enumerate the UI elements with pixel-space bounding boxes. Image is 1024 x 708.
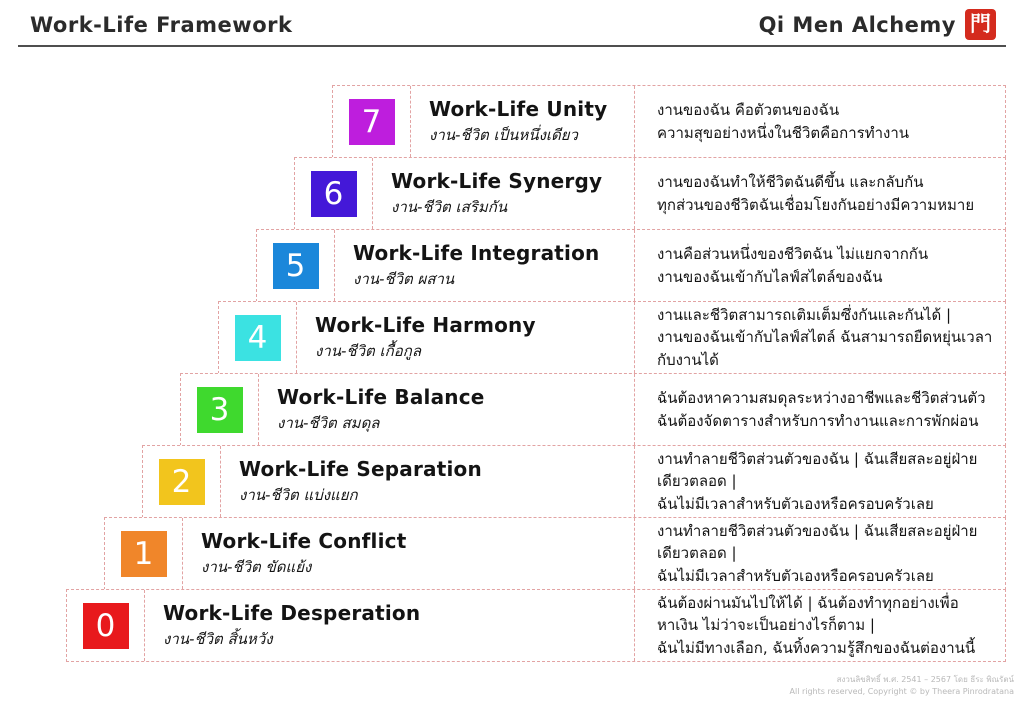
level-row: [66, 589, 1006, 662]
level-description-cell: [635, 518, 1005, 589]
level-description-line2: ความสุขอย่างหนึ่งในชีวิตคือการทำงาน: [657, 123, 910, 142]
level-title: Work-Life Synergy: [391, 168, 603, 193]
level-description-line2: งานของฉันเข้ากับไลฟ์สไตล์ ฉันสามารถยืดหยุ่นเวลากับงานได้: [657, 328, 993, 369]
level-number-box: 0: [83, 603, 129, 649]
level-subtitle-thai: งาน-ชีวิต สมดุล: [277, 413, 380, 432]
level-description-line1: งานทำลายชีวิตส่วนตัวของฉัน | ฉันเสียสละอยู่ฝ่ายเดียวตลอด |: [657, 521, 978, 563]
level-description-line1: งานของฉัน คือตัวตนของฉัน: [657, 101, 840, 119]
level-number-box: 3: [197, 387, 243, 433]
level-description-line1: ฉันต้องผ่านมันไปให้ได้ | ฉันต้องทำทุกอย่างเพื่อหาเงิน ไม่ว่าจะเป็นอย่างไรก็ตาม |: [657, 593, 959, 635]
level-title-cell: [259, 374, 635, 445]
level-row: [218, 301, 1006, 374]
level-number-cell: [295, 158, 373, 229]
level-number-box: 5: [273, 243, 319, 289]
level-row: [104, 517, 1006, 590]
level-subtitle-thai: งาน-ชีวิต ขัดแย้ง: [201, 557, 312, 576]
brand-name: Qi Men Alchemy: [758, 13, 956, 37]
level-number-box: 7: [349, 99, 395, 145]
level-description-line1: งานคือส่วนหนึ่งของชีวิตฉัน ไม่แยกจากกัน: [657, 245, 929, 263]
level-description-cell: [635, 446, 1005, 517]
level-title: Work-Life Harmony: [315, 312, 536, 337]
copyright-line-english: All rights reserved, Copyright © by Theera Pinrodratana: [789, 687, 1014, 696]
level-row: [180, 373, 1006, 446]
level-number-cell: [219, 302, 297, 373]
level-description-line2: งานของฉันเข้ากับไลฟ์สไตล์ของฉัน: [657, 267, 883, 286]
level-number-box: 6: [311, 171, 357, 217]
level-subtitle-thai: งาน-ชีวิต เกื้อกูล: [315, 341, 422, 360]
level-title-cell: [221, 446, 635, 517]
levels-stack: [66, 86, 1006, 662]
level-title: Work-Life Separation: [239, 456, 482, 481]
level-title: Work-Life Conflict: [201, 528, 407, 553]
level-subtitle-thai: งาน-ชีวิต ผสาน: [353, 269, 455, 288]
level-title: Work-Life Desperation: [163, 600, 421, 625]
level-subtitle-thai: งาน-ชีวิต เป็นหนึ่งเดียว: [429, 125, 578, 144]
level-subtitle-thai: งาน-ชีวิต แบ่งแยก: [239, 485, 358, 504]
level-description-cell: [635, 86, 1005, 157]
level-number-cell: [181, 374, 259, 445]
level-description-line2: ฉันไม่มีทางเลือก, ฉันทิ้งความรู้สึกของฉันต่องานนี้: [657, 638, 976, 657]
level-description-cell: [635, 374, 1005, 445]
level-number-box: 2: [159, 459, 205, 505]
level-description-line2: ทุกส่วนของชีวิตฉันเชื่อมโยงกันอย่างมีความหมาย: [657, 195, 975, 214]
copyright-footer: [790, 674, 1015, 698]
level-title-cell: [373, 158, 635, 229]
level-subtitle-thai: งาน-ชีวิต เสริมกัน: [391, 197, 508, 216]
level-row: [256, 229, 1006, 302]
level-description-cell: [635, 230, 1005, 301]
level-number-cell: [67, 590, 145, 661]
level-number-box: 1: [121, 531, 167, 577]
level-row: [294, 157, 1006, 230]
copyright-line-thai: สงวนลิขสิทธิ์ พ.ศ. 2541 – 2567 โดย ธีระ พิณรัตน์: [836, 675, 1014, 684]
level-title-cell: [297, 302, 635, 373]
level-row: [332, 85, 1006, 158]
level-description-cell: [635, 158, 1005, 229]
level-title: Work-Life Unity: [429, 96, 608, 121]
level-row: [142, 445, 1006, 518]
header-divider: [18, 45, 1006, 47]
level-number-cell: [333, 86, 411, 157]
level-number-cell: [257, 230, 335, 301]
level-description-line1: งานและชีวิตสามารถเติมเต็มซึ่งกันและกันได้ |: [657, 305, 952, 324]
level-title-cell: [183, 518, 635, 589]
level-description-cell: [635, 302, 1005, 373]
level-number-cell: [143, 446, 221, 517]
level-title: Work-Life Balance: [277, 384, 485, 409]
level-number-box: 4: [235, 315, 281, 361]
level-title: Work-Life Integration: [353, 240, 600, 265]
level-title-cell: [411, 86, 635, 157]
level-description-line2: ฉันไม่มีเวลาสำหรับตัวเองหรือครอบครัวเลย: [657, 566, 934, 585]
level-description-line1: งานของฉันทำให้ชีวิตฉันดีขึ้น และกลับกัน: [657, 173, 924, 191]
level-title-cell: [335, 230, 635, 301]
level-title-cell: [145, 590, 635, 661]
level-subtitle-thai: งาน-ชีวิต สิ้นหวัง: [163, 629, 273, 648]
page-title: Work-Life Framework: [30, 13, 293, 37]
qi-men-gate-logo-icon: 門: [965, 9, 996, 40]
level-description-line2: ฉันไม่มีเวลาสำหรับตัวเองหรือครอบครัวเลย: [657, 494, 934, 513]
level-description-line2: ฉันต้องจัดตารางสำหรับการทำงานและการพักผ่อน: [657, 411, 979, 430]
level-description-line1: ฉันต้องหาความสมดุลระหว่างอาชีพและชีวิตส่วนตัว: [657, 389, 986, 407]
level-description-line1: งานทำลายชีวิตส่วนตัวของฉัน | ฉันเสียสละอยู่ฝ่ายเดียวตลอด |: [657, 449, 978, 491]
level-number-cell: [105, 518, 183, 589]
level-description-cell: [635, 590, 1005, 661]
